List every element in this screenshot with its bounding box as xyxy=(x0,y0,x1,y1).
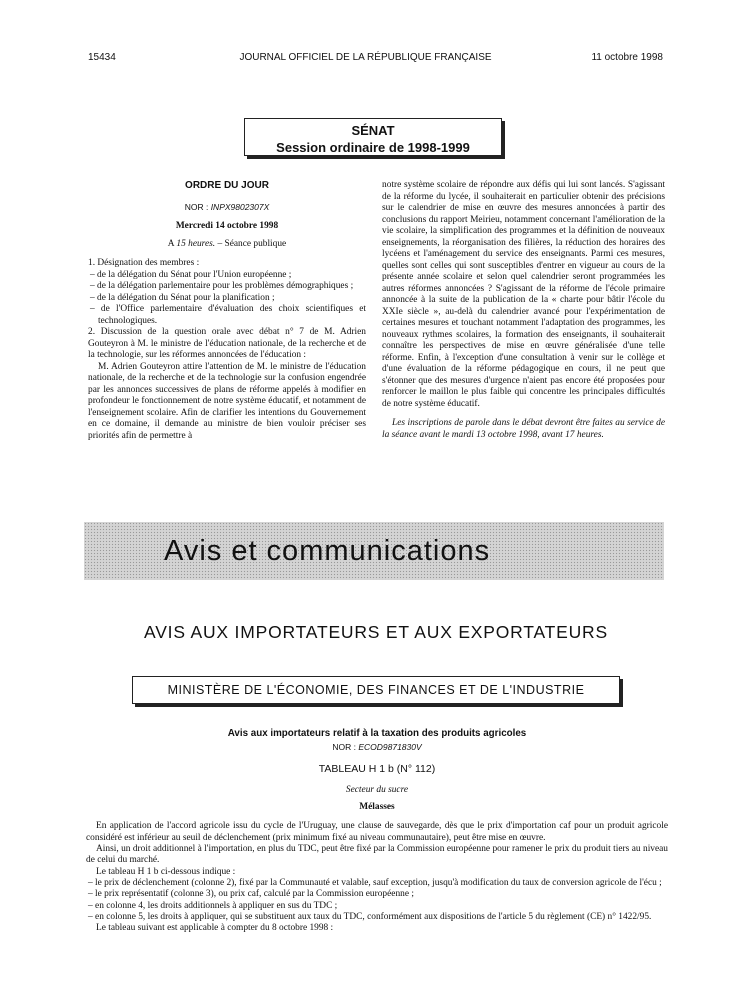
inscriptions-note: Les inscriptions de parole dans le débat devront être faites au service de la séance avant le mardi 13 octobre 1998, avant 17 heures. xyxy=(382,418,665,440)
body-list-item: – en colonne 5, les droits à appliquer, qui se substituent aux taux du TDC, conformément aux dispositions de l'article 5 du règlement (CE) n° 1422/95. xyxy=(88,911,652,922)
senat-title: SÉNAT xyxy=(351,123,395,138)
melasses-heading: Mélasses xyxy=(359,802,395,813)
question-continuation-column xyxy=(382,180,665,441)
body-list-item: – le prix de déclenchement (colonne 2), fixé par la Communauté et valable, sauf exception, jusqu'à modification du taux de conversion agricole de l'écu ; xyxy=(88,877,662,888)
body-paragraph: Le tableau H 1 b ci-dessous indique : xyxy=(96,866,236,877)
agenda-subitem: – de l'Office parlementaire d'évaluation des choix scientifiques et technologiques. xyxy=(90,304,366,326)
nor-code: INPX9802307X xyxy=(210,201,270,212)
seance-type: – Séance publique xyxy=(215,238,287,249)
session-date: Mercredi 14 octobre 1998 xyxy=(175,221,279,231)
body-list-item: – le prix représentatif (colonne 3), ou prix caf, calculé par la Commission européenne ; xyxy=(88,889,414,900)
agenda-item-2: 2. Discussion de la question orale avec débat n° 7 de M. Adrien Gouteyron à M. le ministre de l'éducation nationale, de la recherche et de la technologie, sur les réformes annoncées de l'éducation : xyxy=(88,327,366,360)
issue-date: 11 octobre 1998 xyxy=(591,52,663,63)
seance-time: A 15 heures. – Séance publique xyxy=(167,238,287,249)
avis-nor-reference xyxy=(86,742,668,753)
avis-nor-label: NOR : xyxy=(332,742,356,753)
nor-label: NOR : xyxy=(184,201,209,212)
body-list-item: – en colonne 4, les droits additionnels à appliquer en sus du TDC ; xyxy=(88,900,338,911)
ordre-du-jour-column xyxy=(88,180,366,442)
body-paragraph: Le tableau suivant est applicable à compter du 8 octobre 1998 : xyxy=(96,923,334,934)
ordre-du-jour-title: ORDRE DU JOUR xyxy=(185,180,269,191)
avis-subtitle: Avis aux importateurs relatif à la taxation des produits agricoles xyxy=(227,728,527,739)
agenda-subitem: – de la délégation du Sénat pour l'Union européenne ; xyxy=(90,269,292,280)
ministry-box: MINISTÈRE DE L'ÉCONOMIE, DES FINANCES ET DE L'INDUSTRIE xyxy=(132,676,620,704)
question-continuation: notre système scolaire de répondre aux défis qui lui sont lancés. S'agissant de la réforme du lycée, il souhaiterait en particulier obtenir des précisions sur le calendrier de mise en œuvre des mesures annoncées à partir des conclusions du rapport Meirieu, notamment concernant l'amélioration de la vie scolaire, la simplification des programmes et la définition de nouveaux enseignements, la réorganisation des filières, la réduction des horaires des lycéens et l'aménagement du service des enseignants. Parmi ces mesures, quelles sont celles qui sont susceptibles d'entrer en vigueur au cours de la présente année scolaire et selon quel calendrier seront programmées les autres réformes annoncées ? S'agissant de la réforme de l'école primaire annoncée à la suite de la publication de la « charte pour bâtir l'école du XXIe siècle », au-delà du calendrier avancé pour l'expérimentation de certaines mesures et touchant notamment l'adaptation des programmes, les nouveaux rythmes scolaires, la formation des enseignants, il souhaiterait connaître les perspectives de mise en œuvre généralisée d'une telle réforme. Enfin, à l'exception d'une consultation à venir sur le collège et d'une évaluation de la réforme pédagogique en cours, il ne peut que s'étonner que des mesures d'urgence n'aient pas encore été proposées pour renforcer le maillon le plus faible qui concentre les principales difficultés de notre système éducatif. xyxy=(382,180,665,409)
avis-section-title: AVIS AUX IMPORTATEURS ET AUX EXPORTATEURS xyxy=(144,622,608,642)
tableau-title: TABLEAU H 1 b (N° 112) xyxy=(318,762,436,775)
agenda-subitem: – de la délégation parlementaire pour les problèmes démographiques ; xyxy=(90,281,354,291)
section-banner: Avis et communications xyxy=(84,522,664,580)
body-paragraph: En application de l'accord agricole issu du cycle de l'Uruguay, une clause de sauvegarde, dès que le prix d'importation caf pour un produit agricole considéré est inférieur au seuil de déclenchement (prix minimum fixé au niveau communautaire), peut être mise en œuvre. xyxy=(86,821,668,843)
body-paragraph: Ainsi, un droit additionnel à l'importation, en plus du TDC, peut être fixé par la Commission européenne pour ramener le prix du produit tiers au niveau de celui du marché. xyxy=(86,844,668,866)
session-title: Session ordinaire de 1998-1999 xyxy=(276,140,470,155)
senat-session-box xyxy=(244,118,502,156)
nor-reference xyxy=(88,202,366,214)
question-text: M. Adrien Gouteyron attire l'attention de M. le ministre de l'éducation nationale, de la recherche et de la technologie sur la confusion engendrée par les annonces successives de plans de réforme appelés à modifier en profondeur le fonctionnement de notre système éducatif, et notamment de l'enseignement scolaire. Afin de clarifier les intentions du Gouvernement en ce domaine, il demande au ministre de bien vouloir préciser ses priorités afin de permettre à xyxy=(88,361,366,441)
secteur-label: Secteur du sucre xyxy=(345,784,409,795)
agenda-subitem: – de la délégation du Sénat pour la planification ; xyxy=(90,292,275,303)
avis-body xyxy=(86,728,668,934)
seance-hour: 15 heures. xyxy=(176,238,216,249)
avis-nor-code: ECOD9871830V xyxy=(358,742,422,753)
page-number: 15434 xyxy=(88,52,116,63)
agenda-item-1: 1. Désignation des membres : xyxy=(88,258,200,268)
journal-title: JOURNAL OFFICIEL DE LA RÉPUBLIQUE FRANÇAISE xyxy=(239,52,492,63)
